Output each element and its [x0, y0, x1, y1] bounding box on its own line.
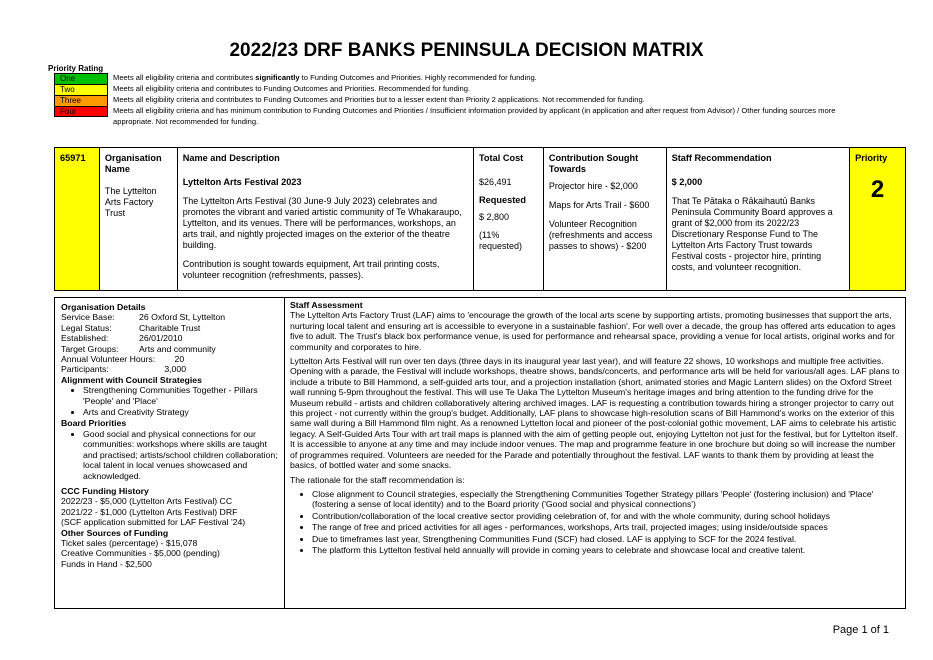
board-priorities-heading: Board Priorities: [61, 418, 127, 429]
other-sources-heading: Other Sources of Funding: [61, 527, 169, 538]
priority-rating-legend: [54, 73, 873, 127]
priority-desc-one: Meets all eligibility criteria and contributes significantly to Funding Outcomes and Priorities. Highly recommended for funding.: [113, 73, 537, 82]
page-title: 2022/23 DRF BANKS PENINSULA DECISION MATRIX: [229, 40, 704, 61]
requested-amount: $ 2,800: [479, 212, 510, 222]
organisation-cell: [100, 148, 178, 290]
contribution-summary: Contribution is sought towards equipment, Art trail printing costs, volunteer recognition (refreshments, passes).: [182, 259, 440, 280]
contribution-cell: [544, 148, 667, 290]
detail-row: [61, 344, 278, 354]
detail-value: 26/01/2010: [139, 333, 183, 344]
priority-row-four: [54, 106, 873, 127]
recommendation-cell: [667, 148, 851, 290]
detail-key: Service Base:: [61, 312, 115, 323]
funding-source-item: Creative Communities - $5,000 (pending): [61, 548, 220, 559]
funding-history-item: (SCF application submitted for LAF Festival '24): [61, 517, 246, 528]
detail-key: Established:: [61, 333, 109, 344]
application-id-cell: [55, 148, 100, 290]
details-table: [54, 297, 906, 609]
application-id: 65971: [60, 153, 86, 163]
participants: Participants: 3,000: [61, 364, 187, 375]
list-item: • The range of free and priced activities for all ages - performances, workshops, Arts trail, projected images; using inside/outside spaces: [312, 522, 900, 532]
recommendation-text: That Te Pātaka o Rākaihautū Banks Peninsula Community Board approves a grant of $2,000 from its 2022/23 Discretionary Response Fund to The Lyttelton Arts Factory Trust towards Festival costs - projector hire, printing costs, and volunteer recognition.: [671, 196, 833, 272]
requested-percentage: (11% requested): [479, 230, 523, 251]
detail-key: Target Groups:: [61, 343, 119, 354]
priority-rating-label: Priority Rating: [48, 64, 104, 73]
detail-value: Charitable Trust: [139, 322, 201, 333]
contribution-item-volunteers: Volunteer Recognition (refreshments and access passes to shows) - $200: [548, 219, 653, 251]
list-item: • Arts and Creativity Strategy: [83, 407, 278, 417]
cost-cell: [474, 148, 544, 290]
priority-row-three: [54, 95, 873, 106]
application-summary-table: [54, 147, 906, 291]
priority-header: Priority: [855, 153, 888, 163]
project-description: The Lyttelton Arts Festival (30 June-9 July 2023) celebrates and promotes the vibrant and varied artistic community of Te Whakaraupo, Lyttelton, and its venues. There will be performances, workshops, an arts trail, and nightly projected images on the exterior of the theatre building.: [182, 196, 462, 250]
funding-history-item: 2021/22 - $1,000 (Lyttelton Arts Festival) DRF: [61, 506, 238, 517]
assessment-paragraph: The Lyttelton Arts Factory Trust (LAF) aims to 'encourage the growth of the local arts scene by supporting artists, promoting businesses that support the arts, nurturing local talent and ensuring art is accessible to everyone in a sustainable fashion'. For well over a decade, the group has offered arts education to ages five to adult. The Trust's black box performance venue, is used for performance and rehearsal space, providing a venue for local artists, original works and for community and corporates to hire.: [290, 310, 896, 352]
contribution-item-projector: Projector hire - $2,000: [548, 181, 638, 191]
list-item: • The platform this Lyttelton festival held annually will provide in coming years to celebrate and showcase local and creative talent.: [312, 545, 900, 555]
page-number: Page 1 of 1: [832, 624, 889, 636]
organisation-name: The Lyttelton Arts Factory Trust: [104, 186, 157, 218]
staff-assessment-heading: Staff Assessment: [290, 300, 363, 310]
description-cell: [178, 148, 474, 290]
funding-history-item: 2022/23 - $5,000 (Lyttelton Arts Festival) CC: [61, 496, 233, 507]
alignment-heading: Alignment with Council Strategies: [61, 374, 202, 385]
list-item: • Good social and physical connections for our communities: workshops where skills are taught and practised; artists/school children collaboration; local talent in local venues showcased and acknowledged.: [83, 429, 278, 481]
alignment-list: [61, 385, 278, 417]
organisation-details-heading: Organisation Details: [61, 302, 146, 312]
priority-cell-one: One: [54, 73, 108, 84]
organisation-details-panel: [55, 298, 285, 608]
priority-cell-three: Three: [54, 95, 108, 106]
funding-source-item: Ticket sales (percentage) - $15,078: [61, 537, 198, 548]
list-item: • Strengthening Communities Together - Pillars 'People' and 'Place': [83, 385, 278, 406]
description-header: Name and Description: [182, 153, 280, 163]
list-item: • Close alignment to Council strategies, especially the Strengthening Communities Together Strategy pillars 'People' (fostering inclusion) and 'Place' (fostering a sense of local identity) and to the Board priority ('Good social and physical connections'): [312, 489, 900, 510]
detail-row: [61, 312, 278, 322]
project-name: Lyttelton Arts Festival 2023: [182, 177, 302, 187]
contribution-header: Contribution Sought Towards: [548, 153, 639, 174]
rationale-list: [290, 489, 900, 555]
board-priorities-list: [61, 429, 278, 481]
ccc-funding-heading: CCC Funding History: [61, 485, 149, 496]
priority-cell: [850, 148, 905, 290]
detail-value: 26 Oxford St, Lyttelton: [139, 312, 226, 323]
assessment-paragraph: Lyttelton Arts Festival will run over ten days (three days in its inaugural year last year), and will feature 22 shows, 10 workshops and multiple free activities. Opening with a parade, the Festival will include workshops, theatre shows, bands/concerts, and performance arts will be held for various/all ages. LAF plans to include a tribute to Bill Hammond, a self-guided arts tour, and a projection installation (short, animated stories and Magic Lantern slides) on the Oxford Street wall running 5-9pm throughout the festival. This will use Te Uaka The Lyttelton Museum's heritage images and bring attention to the funding drive for the Museum rebuild - artists and children collaboratively altering archived images. LAF is requesting a contribution towards hiring a stronger projector to carry out this project - not currently within the group's budget. Additionally, LAF plans to showcase high-resolution scans of Bill Hammond's works on the exterior of this same wall during a Bill Hammond film night. As a renowned Lyttelton local and pioneer of the post-colonial gothic movement, LAF aims to celebrate his artistic legacy. A Self-Guided Arts Tour with art trail maps is planned with the aim of getting people out, enjoying Lyttelton not just for the festival, but for Lyttelton itself. It is accessible to anyone at any time and may include indoor venues. The map and programme feature in one brochure but doing so will increase the number of programmes required. Volunteers are needed for the Parade and potentially throughout the festival. LAF wants to thank them by providing at least the basics, of bottled water and some snacks.: [290, 356, 900, 471]
funding-source-item: Funds in Hand - $2,500: [61, 558, 152, 569]
contribution-item-maps: Maps for Arts Trail - $600: [548, 200, 650, 210]
total-cost: $26,491: [479, 177, 512, 187]
assessment-rationale-intro: The rationale for the staff recommendation is:: [290, 474, 465, 485]
list-item: • Due to timeframes last year, Strengthening Communities Fund (SCF) had closed. LAF is applying to SCF for the 2024 festival.: [312, 534, 900, 544]
priority-cell-four: Four: [54, 106, 108, 117]
priority-row-two: [54, 84, 873, 95]
priority-desc-three: Meets all eligibility criteria and contributes to Funding Outcomes and Priorities but to a lesser extent than Priority 2 applications. Not recommended for funding.: [113, 95, 645, 104]
list-item: • Contribution/collaboration of the local creative sector providing celebration of, for and with the whole community, during school holidays: [312, 511, 900, 521]
recommendation-header: Staff Recommendation: [671, 153, 772, 163]
priority-value: 2: [870, 176, 885, 203]
staff-assessment-panel: [285, 298, 905, 608]
detail-row: [61, 323, 278, 333]
priority-desc-four: Meets all eligibility criteria and has minimum contribution to Funding Outcomes and Priorities / Insufficient information provided by applicant (in application and after request from Advisor) / Other funding sources more appropriate. Not recommended for funding.: [113, 106, 836, 126]
priority-cell-two: Two: [54, 84, 108, 95]
volunteer-hours: Annual Volunteer Hours: 20: [61, 354, 185, 365]
recommended-amount: $ 2,000: [671, 177, 703, 187]
requested-header: Requested: [479, 195, 526, 205]
priority-desc-two: Meets all eligibility criteria and contributes to Funding Outcomes and Priorities. Recommended for funding.: [113, 84, 471, 93]
detail-value: Arts and community: [139, 343, 216, 354]
organisation-header: Organisation Name: [104, 153, 162, 174]
total-cost-header: Total Cost: [479, 153, 524, 163]
detail-row: [61, 333, 278, 343]
detail-key: Legal Status:: [61, 322, 112, 333]
priority-row-one: [54, 73, 873, 84]
